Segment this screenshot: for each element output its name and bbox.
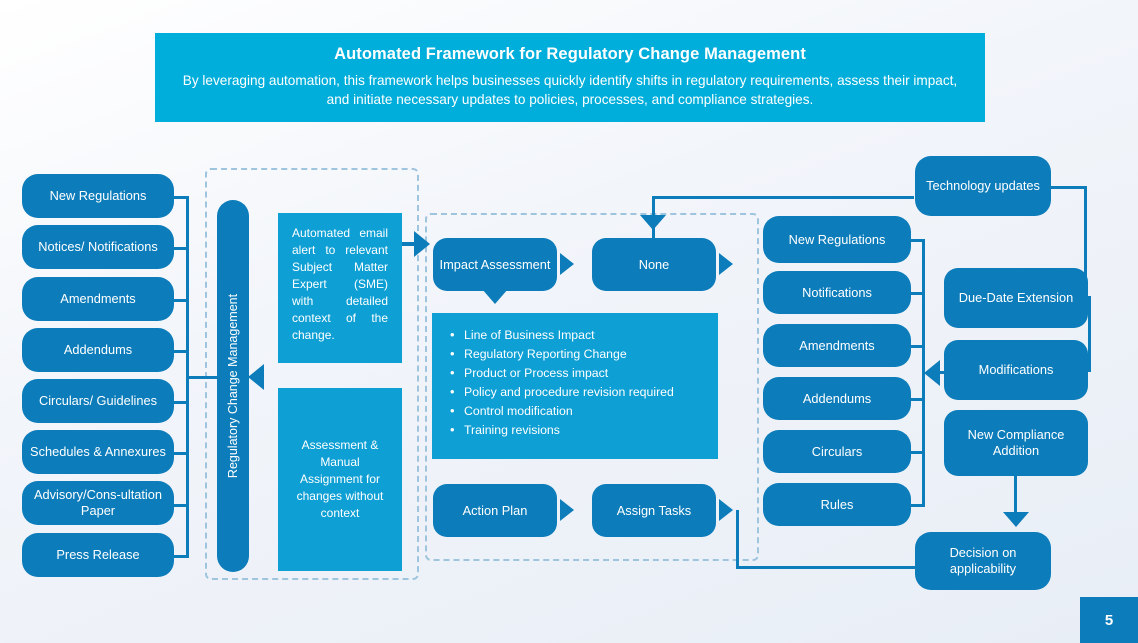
page-title: Automated Framework for Regulatory Change Management	[334, 44, 806, 63]
impact-item: • Product or Process impact	[464, 365, 706, 383]
impact-item: • Policy and procedure revision required	[464, 384, 706, 402]
impact-areas-panel	[432, 313, 718, 459]
arrow-to-decision	[1003, 512, 1029, 527]
output-label: New Regulations	[788, 231, 886, 247]
output-item-new-regulations[interactable]	[763, 216, 911, 263]
source-item-addendums[interactable]	[22, 328, 174, 372]
action-plan-node[interactable]	[433, 484, 557, 537]
impact-areas-list	[448, 327, 706, 440]
arrow-into-outputs	[924, 360, 940, 386]
page-number: 5	[1104, 611, 1114, 629]
source-item-new-regulations[interactable]	[22, 174, 174, 218]
modifications-node[interactable]	[944, 340, 1088, 400]
source-label: Addendums	[63, 342, 133, 357]
arrow-assign-out	[719, 499, 733, 521]
assign-tasks-label: Assign Tasks	[616, 502, 692, 518]
source-item-advisory-consultation-paper[interactable]	[22, 481, 174, 525]
output-item-notifications[interactable]	[763, 271, 911, 314]
arrow-impact-to-bullets	[482, 289, 508, 304]
impact-assessment-label: Impact Assessment	[439, 256, 551, 272]
impact-item: • Line of Business Impact	[464, 327, 706, 345]
output-label: Rules	[820, 496, 854, 512]
regulatory-change-management-bar	[217, 200, 249, 572]
arrow-top-return	[640, 215, 666, 230]
arrow-action-to-assign	[560, 499, 574, 521]
technology-updates-node[interactable]	[915, 156, 1051, 216]
output-label: Addendums	[802, 390, 872, 406]
source-label: Notices/ Notifications	[38, 239, 158, 254]
technology-updates-label: Technology updates	[926, 178, 1040, 193]
automated-email-alert-text: Automated email alert to relevant Subject Matter Expert (SME) with detailed context of the change.	[292, 226, 388, 343]
source-label: Circulars/ Guidelines	[38, 393, 158, 408]
assign-tasks-node[interactable]	[592, 484, 716, 537]
manual-assignment-text: Assessment & Manual Assignment for changes without context	[296, 437, 384, 521]
modifications-label: Modifications	[978, 362, 1054, 377]
arrow-alert-to-impact	[414, 231, 430, 257]
source-label: Schedules & Annexures	[30, 444, 166, 459]
source-label: New Regulations	[49, 188, 147, 203]
source-label: Amendments	[60, 291, 136, 306]
page-number-badge	[1080, 597, 1138, 643]
due-date-extension-label: Due-Date Extension	[958, 290, 1074, 305]
output-item-addendums[interactable]	[763, 377, 911, 420]
source-label: Press Release	[56, 547, 140, 562]
connector-top-return	[652, 196, 914, 199]
impact-assessment-node[interactable]	[433, 238, 557, 291]
connector-tech-right	[1051, 186, 1087, 189]
action-plan-label: Action Plan	[462, 502, 528, 518]
none-label: None	[638, 256, 670, 272]
source-item-circulars-guidelines[interactable]	[22, 379, 174, 423]
impact-item: • Control modification	[464, 403, 706, 421]
output-item-circulars[interactable]	[763, 430, 911, 473]
connector-right-vert	[1088, 296, 1091, 372]
source-item-notices-notifications[interactable]	[22, 225, 174, 269]
impact-item: • Training revisions	[464, 422, 706, 440]
output-label: Amendments	[799, 337, 875, 353]
output-item-rules[interactable]	[763, 483, 911, 526]
connector-bottom-return	[736, 566, 916, 569]
vertical-bar-label: Regulatory Change Management	[226, 293, 240, 479]
arrow-impact-to-none	[560, 253, 574, 275]
page-subtitle: By leveraging automation, this framework helps businesses quickly identify shifts in regulatory requirements, assess their impact, and initiate necessary updates to policies, processes, and compliance strategies.	[182, 72, 958, 108]
source-item-press-release[interactable]	[22, 533, 174, 577]
connector-tech-down	[1084, 186, 1087, 298]
due-date-extension-node[interactable]	[944, 268, 1088, 328]
output-label: Circulars	[811, 443, 863, 459]
title-banner	[155, 33, 985, 122]
new-compliance-addition-node[interactable]	[944, 410, 1088, 476]
source-label: Advisory/Cons-ultation Paper	[33, 487, 163, 518]
connector-newcompliance-down	[1014, 476, 1017, 516]
decision-on-applicability-label: Decision on applicability	[949, 545, 1017, 576]
connector-right-to-mod	[1084, 369, 1090, 372]
none-node[interactable]	[592, 238, 716, 291]
connector-bottom-up	[736, 510, 739, 569]
automated-email-alert-box	[278, 213, 402, 363]
output-item-amendments[interactable]	[763, 324, 911, 367]
manual-assignment-box	[278, 388, 402, 571]
new-compliance-addition-label: New Compliance Addition	[967, 427, 1065, 458]
decision-on-applicability-node[interactable]	[915, 532, 1051, 590]
source-item-schedules-annexures[interactable]	[22, 430, 174, 474]
arrow-none-out	[719, 253, 733, 275]
output-label: Notifications	[802, 284, 872, 300]
source-item-amendments[interactable]	[22, 277, 174, 321]
impact-item: • Regulatory Reporting Change	[464, 346, 706, 364]
arrow-into-bar	[248, 364, 264, 390]
